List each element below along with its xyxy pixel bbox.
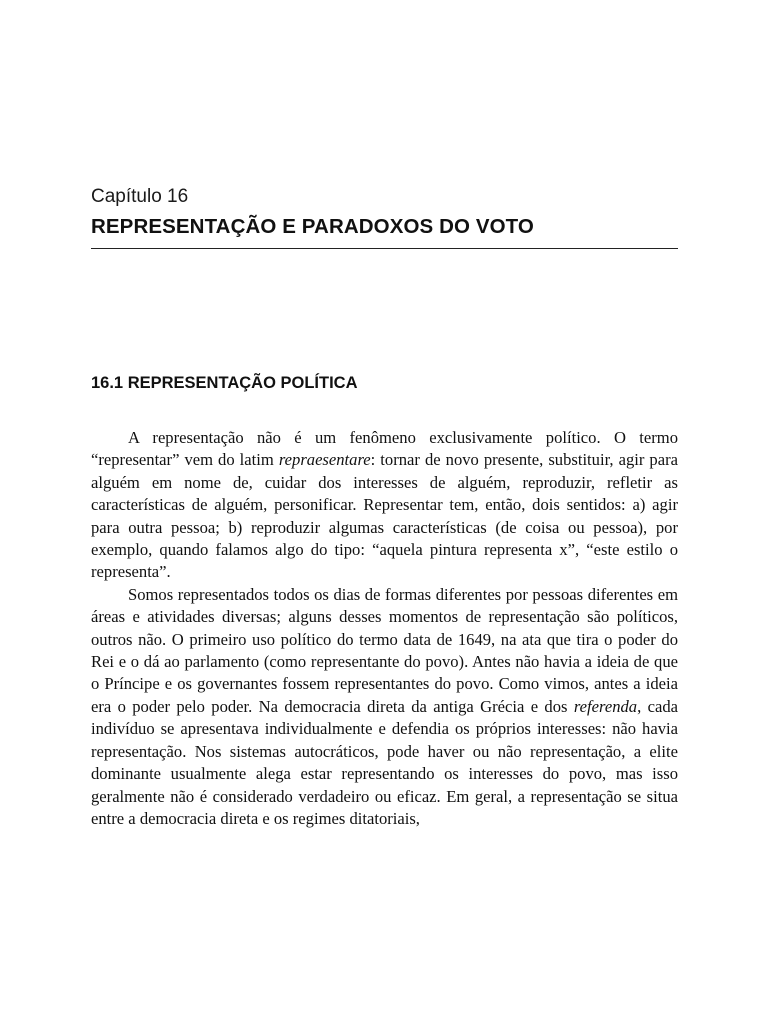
section-heading: 16.1 REPRESENTAÇÃO POLÍTICA <box>91 374 358 392</box>
paragraph-2-italic-term: referenda <box>573 696 638 716</box>
chapter-title: REPRESENTAÇÃO E PARADOXOS DO VOTO <box>91 215 534 238</box>
title-divider <box>91 248 678 249</box>
paragraph-2 <box>91 584 678 830</box>
paragraph-1-text-b: : tornar de novo presente, substituir, agir para alguém em nome de, cuidar dos interesses de alguém, reproduzir, refletir as características de alguém, personificar. Representar tem, então, dois sentidos: a) agir para outra pessoa; b) reproduzir algumas características (de coisa ou pessoa), por exemplo, quando falamos algo do tipo: “aquela pintura representa x”, “este estilo o representa”. <box>91 450 678 582</box>
paragraph-2-text-a: Somos representados todos os dias de formas diferentes por pessoas diferentes em áreas e atividades diversas; alguns desses momentos de representação são políticos, outros não. O primeiro uso político do termo data de 1649, na ata que tira o poder do Rei e o dá ao parlamento (como representante do povo). Antes não havia a ideia de que o Príncipe e os governantes fossem representantes do povo. Como vimos, antes a ideia era o poder pelo poder. Na democracia direta da antiga Grécia e dos <box>91 584 678 716</box>
body-text <box>91 427 678 830</box>
chapter-label: Capítulo 16 <box>91 186 189 207</box>
paragraph-1-text-a: A representação não é um fenômeno exclusivamente político. O termo “representar” vem do latim <box>91 428 678 470</box>
paragraph-1-italic-term: repraesentare <box>278 450 371 470</box>
paragraph-1 <box>91 427 678 584</box>
paragraph-2-text-b: , cada indivíduo se apresentava individualmente e defendia os próprios interesses: não havia representação. Nos sistemas autocráticos, pode haver ou não representação, a elite dominante usualmente alega estar representando os interesses do povo, mas isso geralmente não é considerado verdadeiro ou eficaz. Em geral, a representação se situa entre a democracia direta e os regimes ditatoriais, <box>91 696 678 828</box>
